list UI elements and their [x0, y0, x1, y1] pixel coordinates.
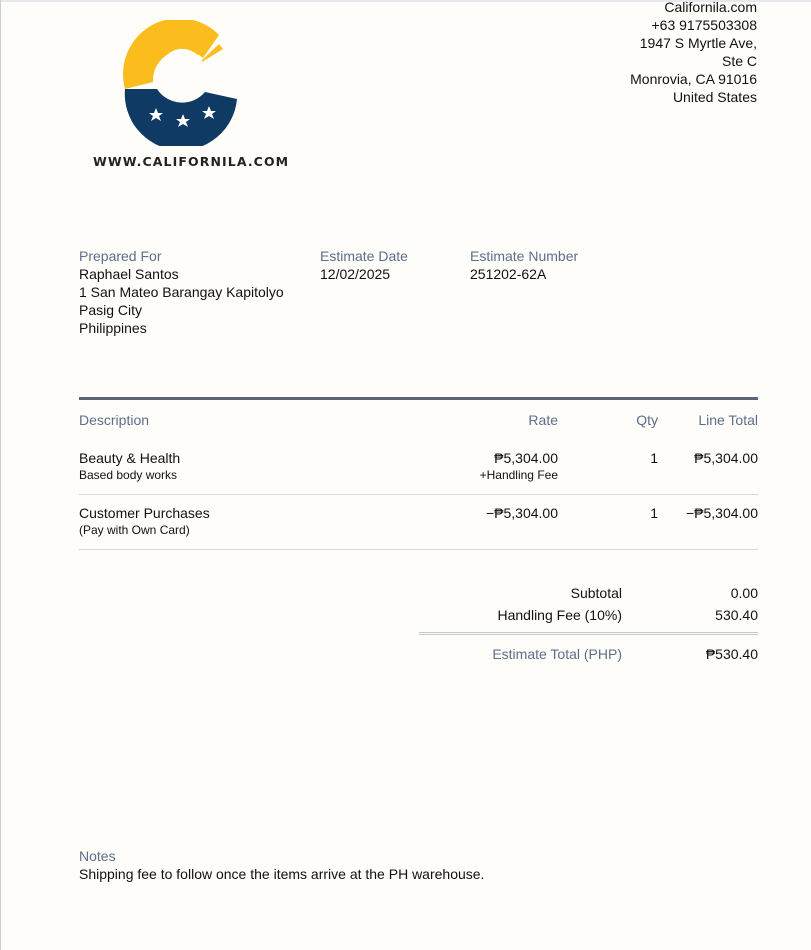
- subtotal-label: Subtotal: [570, 585, 622, 601]
- handling-fee-value: 530.40: [715, 607, 758, 623]
- row-description-cell: [79, 450, 180, 483]
- row-description: Customer Purchases: [79, 505, 210, 521]
- row-sub-description: Based body works: [79, 468, 178, 482]
- row-sub-description: (Pay with Own Card): [79, 523, 190, 537]
- table-top-rule: [79, 397, 758, 400]
- company-phone: +63 9175503308: [651, 17, 757, 33]
- client-address-line1: 1 San Mateo Barangay Kapitolyo: [79, 284, 284, 300]
- header-qty: Qty: [636, 412, 658, 428]
- estimate-number-value: 251202-62A: [470, 266, 547, 282]
- estimate-date-value: 12/02/2025: [320, 266, 391, 282]
- estimate-date-block: [320, 247, 408, 283]
- company-name: Californila.com: [664, 0, 757, 15]
- row-line-total: ₱5,304.00: [694, 450, 758, 466]
- subtotal-row: [419, 585, 758, 607]
- company-country: United States: [672, 89, 757, 105]
- californila-logo-icon: [123, 20, 239, 146]
- row-qty: 1: [650, 505, 658, 521]
- table-row: [79, 450, 758, 495]
- row-rate: −₱5,304.00: [485, 505, 558, 521]
- row-rate-cell: [480, 450, 558, 483]
- client-address-line2: Pasig City: [79, 302, 143, 318]
- estimate-number-block: [470, 247, 578, 283]
- notes-block: [79, 847, 484, 883]
- company-logo: [93, 20, 290, 170]
- client-address-line3: Philippines: [79, 320, 147, 336]
- header-line-total: Line Total: [698, 412, 758, 428]
- prepared-for-block: [79, 247, 284, 337]
- estimate-total-value: ₱530.40: [705, 646, 758, 662]
- row-line-total: −₱5,304.00: [685, 505, 758, 521]
- table-header: [79, 412, 758, 430]
- row-rate-note: +Handling Fee: [479, 468, 558, 482]
- company-address-line1: 1947 S Myrtle Ave,: [639, 35, 757, 51]
- notes-text: Shipping fee to follow once the items arrive at the PH warehouse.: [79, 866, 485, 882]
- estimate-date-label: Estimate Date: [320, 248, 408, 264]
- company-city-state-zip: Monrovia, CA 91016: [630, 71, 757, 87]
- logo-website-text: WWW.CALIFORNILA.COM: [93, 154, 290, 169]
- header-rate: Rate: [528, 412, 558, 428]
- handling-fee-row: [419, 607, 758, 629]
- totals-block: [419, 585, 758, 629]
- client-name: Raphael Santos: [79, 266, 179, 282]
- company-address-line2: Ste C: [721, 53, 757, 69]
- row-description-cell: [79, 505, 210, 538]
- header-description: Description: [79, 412, 150, 428]
- prepared-for-label: Prepared For: [79, 248, 162, 264]
- notes-label: Notes: [79, 848, 116, 864]
- row-rate: ₱5,304.00: [494, 450, 558, 466]
- estimate-number-label: Estimate Number: [470, 248, 579, 264]
- subtotal-value: 0.00: [730, 585, 758, 601]
- table-row: [79, 505, 758, 550]
- row-qty: 1: [650, 450, 658, 466]
- handling-fee-label: Handling Fee (10%): [497, 607, 622, 623]
- row-description: Beauty & Health: [79, 450, 181, 466]
- company-address: [630, 0, 757, 106]
- estimate-total-row: [419, 646, 758, 666]
- row-rate-cell: [486, 505, 558, 522]
- estimate-total-label: Estimate Total (PHP): [492, 646, 622, 662]
- totals-double-rule: [419, 632, 758, 635]
